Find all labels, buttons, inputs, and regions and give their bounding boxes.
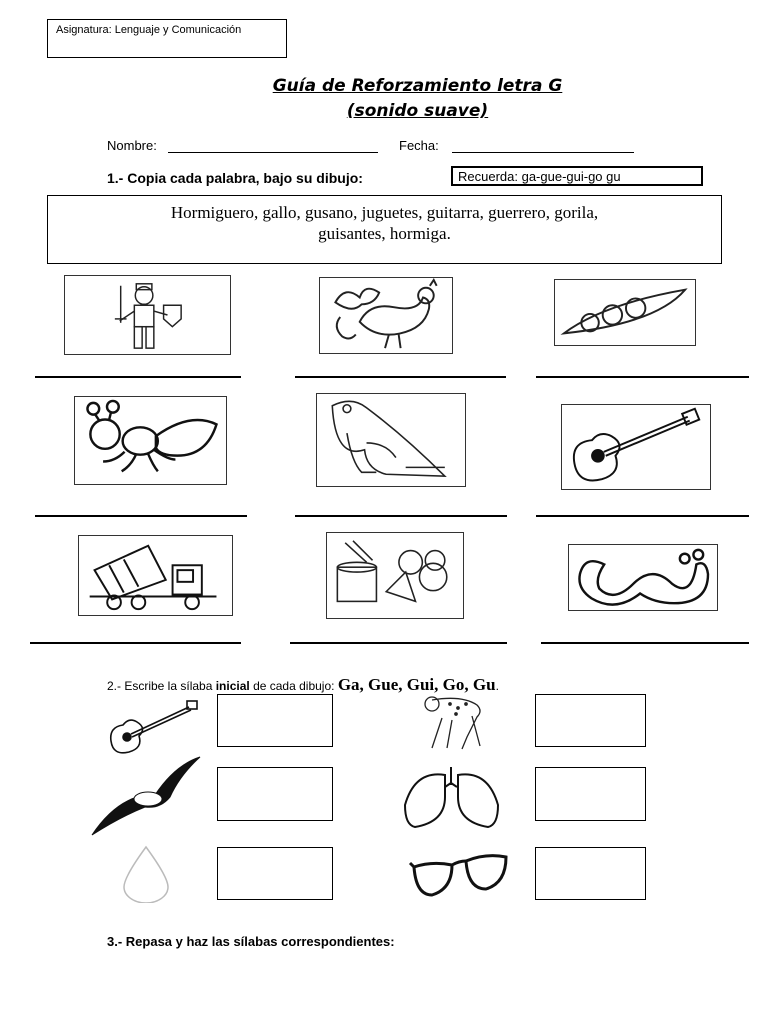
section2-period: . (495, 679, 499, 693)
syllable-list: Ga, Gue, Gui, Go, Gu (337, 675, 496, 694)
word-bank (47, 195, 722, 264)
word-bank-line-1: Hormiguero, gallo, gusano, juguetes, guitarra, guerrero, gorila, (170, 203, 599, 222)
section1-instruction: 1.- Copia cada palabra, bajo su dibujo: (107, 170, 363, 186)
name-label: Nombre: (107, 138, 157, 153)
answer-box-5[interactable] (217, 847, 333, 900)
glasses-icon (408, 847, 511, 906)
write-line-8[interactable] (290, 642, 507, 644)
gorilla-icon (316, 393, 466, 487)
reminder-box (451, 166, 703, 186)
section2-bold-word: inicial (215, 679, 250, 693)
section3-instruction: 3.- Repasa y haz las sílabas correspondientes: (107, 934, 395, 949)
answer-box-1[interactable] (217, 694, 333, 747)
worm-icon (568, 544, 718, 611)
answer-box-6[interactable] (535, 847, 646, 900)
answer-box-3[interactable] (217, 767, 333, 821)
pea-pod-icon (554, 279, 696, 346)
cement-truck-icon (78, 535, 233, 616)
lungs-icon (400, 765, 503, 830)
page-title: Guía de Reforzamiento letra G (272, 76, 563, 96)
subject-label: Asignatura: Lenguaje y Comunicación (56, 24, 242, 36)
cheetah-icon (412, 690, 487, 752)
section2-text-after: de cada dibujo: (249, 679, 338, 693)
reminder-text: Recuerda: ga-gue-gui-go gu (458, 169, 621, 184)
drop-icon (120, 845, 172, 903)
guitar-icon (107, 697, 200, 755)
write-line-7[interactable] (30, 642, 241, 644)
answer-box-4[interactable] (535, 767, 646, 821)
date-field[interactable] (452, 138, 634, 153)
answer-box-2[interactable] (535, 694, 646, 747)
write-line-9[interactable] (541, 642, 749, 644)
rooster-icon (319, 277, 453, 354)
write-line-5[interactable] (295, 515, 507, 517)
guitar-icon (561, 404, 711, 490)
word-bank-line-2: guisantes, hormiga. (318, 224, 451, 243)
section2-text-before: 2.- Escribe la sílaba (107, 679, 216, 693)
write-line-6[interactable] (536, 515, 749, 517)
date-label: Fecha: (399, 138, 439, 153)
seagull-icon (88, 753, 203, 837)
subject-box (47, 19, 287, 58)
ant-icon (74, 396, 227, 485)
write-line-4[interactable] (35, 515, 247, 517)
page-subtitle: (sonido suave) (346, 101, 489, 121)
write-line-1[interactable] (35, 376, 241, 378)
write-line-2[interactable] (295, 376, 506, 378)
write-line-3[interactable] (536, 376, 749, 378)
toys-icon (326, 532, 464, 619)
name-field[interactable] (168, 138, 378, 153)
warrior-icon (64, 275, 231, 355)
